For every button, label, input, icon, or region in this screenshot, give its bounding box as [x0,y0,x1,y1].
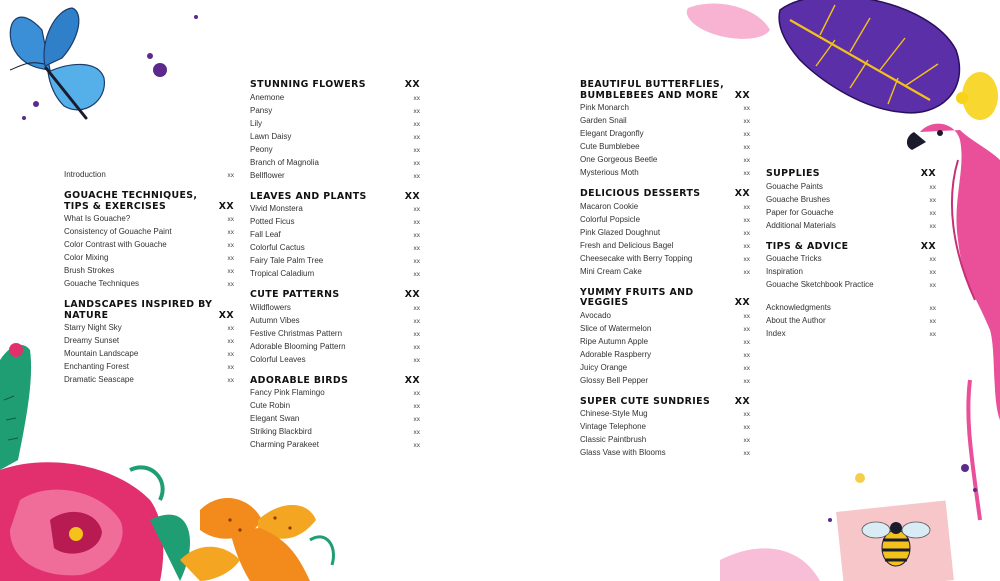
entry-label: Additional Materials [766,220,836,230]
toc-section [766,169,936,232]
entry-label: Fairy Tale Palm Tree [250,256,324,265]
entry-page-number: xx [227,351,234,358]
toc-entry[interactable] [250,327,420,340]
toc-section [64,168,234,181]
section-title: TIPS & ADVICE [766,240,849,252]
toc-entry[interactable] [250,215,420,228]
entry-label: Colorful Leaves [250,354,306,364]
entry-page-number: xx [413,403,420,410]
entry-page-number: xx [413,219,420,226]
toc-entry[interactable] [766,265,936,278]
section-page-number: XX [218,309,234,321]
toc-entry[interactable] [64,212,234,225]
entry-label: Vintage Telephone [580,422,646,431]
section-title: STUNNING FLOWERS [250,79,366,90]
section-title: BEAUTIFUL BUTTERFLIES, BUMBLEBEES AND MORE [580,79,725,101]
entry-page-number: xx [227,364,234,371]
entry-page-number: xx [227,338,234,345]
section-heading [250,376,420,387]
toc-entry[interactable] [250,425,420,438]
toc-entry[interactable] [250,117,420,130]
section-title: SUPER CUTE SUNDRIES [580,395,711,407]
toc-entry[interactable] [580,348,750,361]
entry-page-number: xx [743,118,750,125]
entry-label: Adorable Blooming Pattern [250,341,346,351]
toc-section [580,189,750,278]
entry-label: Cheesecake with Berry Topping [580,253,693,263]
toc-entry[interactable] [250,228,420,241]
entry-page-number: xx [227,216,234,223]
entry-page-number: xx [743,312,750,320]
toc-entry[interactable] [766,180,936,193]
entry-label: Elegant Swan [250,414,300,423]
entry-page-number: xx [413,429,420,436]
toc-entry[interactable] [766,252,936,265]
toc-entry[interactable] [64,251,234,264]
entry-label: Gouache Techniques [64,279,140,288]
section-heading [250,192,420,203]
entry-label: Acknowledgments [766,303,831,312]
toc-entry[interactable] [64,168,234,181]
entry-page-number: xx [413,245,420,252]
section-title: CUTE PATTERNS [250,289,340,300]
entry-label: Juicy Orange [580,362,628,372]
entry-label: Pink Glazed Doughnut [580,227,661,237]
toc-section [580,288,750,387]
toc-entry[interactable] [580,309,750,322]
entry-page-number: xx [743,255,750,263]
toc-entry[interactable] [250,202,420,215]
entry-label: Autumn Vibes [250,315,300,325]
entry-label: Elegant Dragonfly [580,129,644,138]
entry-label: Fancy Pink Flamingo [250,388,325,397]
entry-page-number: xx [743,268,750,276]
section-page-number: XX [920,240,936,252]
entry-page-number: xx [413,94,420,102]
section-title: LEAVES AND PLANTS [250,190,367,202]
section-page-number: XX [920,168,936,179]
entry-label: Cute Bumblebee [580,142,640,151]
section-page-number: XX [734,188,750,199]
toc-entry[interactable] [766,278,936,291]
entry-label: Anemone [250,92,285,102]
entry-page-number: xx [413,172,420,180]
butterfly-illustration-icon [10,8,198,120]
entry-page-number: xx [743,338,750,346]
toc-entry[interactable] [580,114,750,127]
section-heading [580,288,750,309]
section-page-number: XX [404,289,420,300]
toc-entry[interactable] [250,104,420,117]
toc-entry[interactable] [580,239,750,252]
entry-page-number: xx [413,304,420,312]
entry-label: Vivid Monstera [250,204,303,213]
section-heading [250,290,420,301]
entry-page-number: xx [227,172,234,179]
toc-entry[interactable] [64,277,234,290]
entry-label: Gouache Paints [766,181,823,191]
entry-page-number: xx [413,317,420,325]
section-heading [580,189,750,200]
entry-page-number: xx [929,318,936,325]
entry-page-number: xx [743,437,750,444]
entry-label: Wildflowers [250,302,291,312]
entry-page-number: xx [413,442,420,449]
toc-entry[interactable] [250,340,420,353]
entry-page-number: xx [929,331,936,338]
entry-label: Tropical Caladium [250,269,315,278]
toc-entry[interactable] [250,267,420,280]
toc-entry[interactable] [580,213,750,226]
toc-entry[interactable] [580,200,750,213]
entry-label: Colorful Popsicle [580,214,641,224]
entry-page-number: xx [743,325,750,333]
toc-entry[interactable] [580,374,750,387]
toc-entry[interactable] [250,412,420,425]
toc-entry[interactable] [580,166,750,179]
entry-label: What Is Gouache? [64,214,131,223]
entry-page-number: xx [413,146,420,154]
toc-entry[interactable] [580,127,750,140]
cactus-illustration-icon [0,343,31,470]
entry-label: Gouache Sketchbook Practice [766,280,874,289]
entry-label: Paper for Gouache [766,207,834,217]
entry-page-number: xx [413,343,420,351]
entry-label: Consistency of Gouache Paint [64,227,172,236]
toc-entry[interactable] [64,334,234,347]
lily-illustration-icon [180,498,333,581]
entry-page-number: xx [413,159,420,167]
toc-column-1 [64,168,234,396]
entry-label: One Gorgeous Beetle [580,155,658,164]
entry-page-number: xx [743,203,750,211]
toc-entry[interactable] [580,433,750,446]
section-title: LANDSCAPES INSPIRED BY NATURE [64,299,213,321]
section-heading [580,397,750,408]
section-title: ADORABLE BIRDS [250,374,349,386]
toc-entry[interactable] [580,226,750,239]
entry-page-number: xx [413,390,420,397]
entry-label: Fall Leaf [250,230,281,239]
toc-entry[interactable] [766,327,936,340]
section-title: YUMMY FRUITS AND VEGGIES [580,286,694,308]
section-title: SUPPLIES [766,168,820,179]
entry-page-number: xx [929,269,936,276]
entry-page-number: xx [743,144,750,151]
toc-section [64,300,234,386]
entry-label: Dramatic Seascape [64,375,134,384]
entry-page-number: xx [413,356,420,364]
entry-page-number: xx [743,229,750,237]
entry-page-number: xx [413,107,420,115]
entry-page-number: xx [743,364,750,372]
toc-section [250,192,420,281]
entry-page-number: xx [929,282,936,289]
entry-label: Gouache Tricks [766,254,822,263]
toc-entry[interactable] [766,193,936,206]
section-title: GOUACHE TECHNIQUES, TIPS & EXERCISES [64,190,198,212]
toc-entry[interactable] [580,153,750,166]
toc-section [580,80,750,179]
toc-entry[interactable] [580,140,750,153]
section-page-number: XX [404,190,420,202]
entry-page-number: xx [413,330,420,338]
toc-section [250,376,420,452]
entry-page-number: xx [227,268,234,275]
entry-label: Cute Robin [250,401,291,410]
entry-label: Fresh and Delicious Bagel [580,240,674,250]
toc-entry[interactable] [250,254,420,267]
entry-page-number: xx [743,242,750,250]
toc-entry[interactable] [64,360,234,373]
section-page-number: XX [404,79,420,90]
toc-entry[interactable] [766,206,936,219]
toc-entry[interactable] [250,156,420,169]
entry-label: Chinese-Style Mug [580,409,648,418]
entry-label: Enchanting Forest [64,362,129,371]
entry-label: Pansy [250,105,273,115]
entry-label: Macaron Cookie [580,201,639,211]
toc-entry[interactable] [250,301,420,314]
entry-label: Gouache Brushes [766,194,831,204]
entry-page-number: xx [413,133,420,141]
entry-page-number: xx [929,196,936,204]
entry-page-number: xx [929,209,936,217]
entry-page-number: xx [743,377,750,385]
toc-entry[interactable] [250,130,420,143]
entry-label: Avocado [580,310,611,320]
entry-label: Color Contrast with Gouache [64,240,167,249]
entry-page-number: xx [413,206,420,213]
entry-page-number: xx [413,258,420,265]
section-heading [250,80,420,91]
section-title: DELICIOUS DESSERTS [580,188,701,199]
entry-page-number: xx [929,305,936,312]
entry-label: Introduction [64,170,106,179]
entry-page-number: xx [743,424,750,431]
entry-label: Glossy Bell Pepper [580,375,649,385]
entry-page-number: xx [227,281,234,288]
toc-column-4 [766,169,936,350]
toc-entry[interactable] [580,101,750,114]
entry-page-number: xx [227,242,234,249]
entry-page-number: xx [743,450,750,457]
entry-label: Adorable Raspberry [580,349,652,359]
entry-label: Glass Vase with Blooms [580,448,666,457]
toc-entry[interactable] [64,225,234,238]
entry-page-number: xx [227,255,234,262]
toc-section [766,242,936,292]
bumblebee-illustration-icon [720,500,954,581]
toc-entry[interactable] [64,373,234,386]
entry-label: Slice of Watermelon [580,323,652,333]
entry-label: Mysterious Moth [580,168,639,177]
toc-entry[interactable] [766,301,936,314]
entry-label: Index [766,329,786,338]
section-page-number: XX [404,374,420,386]
toc-section [580,397,750,460]
toc-entry[interactable] [250,386,420,399]
toc-entry[interactable] [580,361,750,374]
toc-entry[interactable] [64,238,234,251]
toc-entry[interactable] [250,169,420,182]
entry-label: Starry Night Sky [64,323,122,332]
entry-label: Inspiration [766,267,803,276]
entry-page-number: xx [743,131,750,138]
entry-label: Festive Christmas Pattern [250,328,343,338]
toc-entry[interactable] [250,353,420,366]
entry-label: Garden Snail [580,116,627,125]
entry-page-number: xx [743,157,750,164]
entry-label: Brush Strokes [64,266,115,275]
toc-entry[interactable] [250,438,420,451]
toc-entry[interactable] [580,265,750,278]
toc-entry[interactable] [250,399,420,412]
toc-section [250,80,420,182]
toc-entry[interactable] [580,420,750,433]
entry-label: Dreamy Sunset [64,336,120,345]
entry-label: Peony [250,144,273,154]
toc-entry[interactable] [64,321,234,334]
entry-label: Branch of Magnolia [250,157,319,167]
section-page-number: XX [218,200,234,212]
entry-page-number: xx [227,377,234,384]
entry-label: Bellflower [250,170,285,180]
entry-label: Classic Paintbrush [580,435,647,444]
entry-label: Lily [250,118,263,128]
toc-column-2 [250,80,420,461]
toc-entry[interactable] [580,252,750,265]
toc-entry[interactable] [250,143,420,156]
section-page-number: XX [734,297,750,308]
toc-entry[interactable] [580,407,750,420]
toc-entry[interactable] [250,91,420,104]
entry-label: Mountain Landscape [64,349,139,358]
entry-page-number: xx [743,105,750,112]
section-heading [580,80,750,101]
entry-page-number: xx [227,229,234,236]
entry-page-number: xx [413,271,420,278]
entry-page-number: xx [743,351,750,359]
toc-entry[interactable] [250,314,420,327]
entry-label: Pink Monarch [580,103,629,112]
section-heading [766,242,936,253]
entry-page-number: xx [413,416,420,423]
entry-label: Potted Ficus [250,217,295,226]
toc-entry[interactable] [580,335,750,348]
section-page-number: XX [734,89,750,101]
entry-page-number: xx [413,232,420,239]
entry-page-number: xx [743,216,750,224]
toc-section [250,290,420,366]
peony-illustration-icon [0,462,190,581]
entry-label: Charming Parakeet [250,440,319,449]
toc-entry[interactable] [250,241,420,254]
toc-entry[interactable] [64,347,234,360]
section-heading [766,169,936,180]
entry-page-number: xx [743,170,750,177]
entry-page-number: xx [227,325,234,332]
entry-label: Lawn Daisy [250,131,292,141]
section-heading [64,300,234,321]
entry-label: Color Mixing [64,253,109,262]
toc-section [64,191,234,290]
toc-section [766,301,936,340]
entry-label: About the Author [766,316,826,325]
toc-column-3 [580,80,750,469]
toc-entry[interactable] [766,219,936,232]
entry-page-number: xx [929,256,936,263]
entry-page-number: xx [929,183,936,191]
entry-page-number: xx [929,222,936,230]
entry-label: Striking Blackbird [250,427,312,436]
section-page-number: XX [734,395,750,407]
entry-label: Mini Cream Cake [580,266,642,276]
toc-entry[interactable] [766,314,936,327]
entry-page-number: xx [413,120,420,128]
toc-entry[interactable] [580,322,750,335]
entry-label: Colorful Cactus [250,243,305,252]
entry-page-number: xx [743,411,750,418]
section-heading [64,191,234,212]
toc-entry[interactable] [580,446,750,459]
entry-label: Ripe Autumn Apple [580,336,649,346]
toc-entry[interactable] [64,264,234,277]
